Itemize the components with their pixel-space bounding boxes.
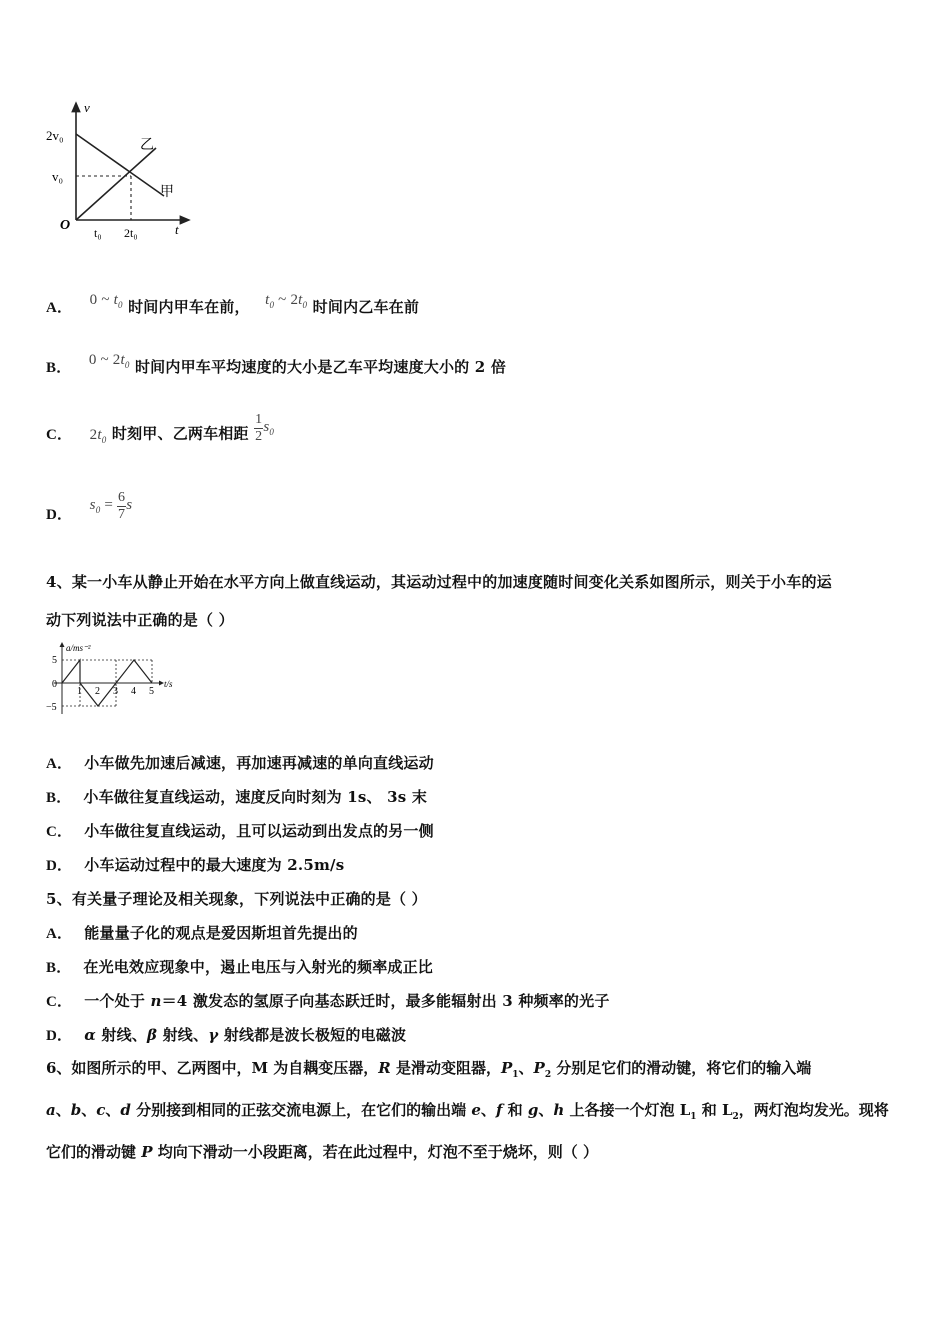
- label-jia: 甲: [160, 185, 174, 200]
- q5-option-b[interactable]: [46, 956, 433, 977]
- a-axis-label: a/ms⁻²: [66, 643, 91, 653]
- option-label: C．: [46, 994, 73, 1010]
- t-axis-label: t/s: [164, 679, 173, 689]
- option-text: 射线都是波长极短的电磁波: [218, 1026, 407, 1044]
- q6-line2: a、b、c、d 分别接到相同的正弦交流电源上，在它们的输出端 e、f 和 g、h 上各接一个灯泡 $L_1$ 和 $L_2$，两灯泡均发光。现将: [46, 1101, 889, 1122]
- q3-option-c[interactable]: [46, 412, 275, 451]
- vt-graph: [40, 98, 200, 248]
- q5-option-a[interactable]: [46, 922, 358, 943]
- x-tick-4: 4: [131, 686, 136, 697]
- axis-t-label: t: [175, 222, 179, 237]
- option-label: D．: [46, 1028, 73, 1044]
- x-tick-1: 1: [77, 686, 82, 697]
- option-text: 小车做往复直线运动，且可以运动到出发点的另一侧: [84, 822, 434, 840]
- option-text: 小车做先加速后减速，再加速再减速的单向直线运动: [84, 754, 434, 772]
- q4-stem-line2: 动下列说法中正确的是（ ）: [46, 611, 234, 629]
- option-label: A．: [46, 926, 73, 942]
- x-tick-2t0: 2t₀: [124, 226, 138, 240]
- math-interval: 0 ~ $2t_0$: [88, 352, 130, 370]
- math-interval-1: 0 ~ $t_0$: [89, 292, 123, 310]
- option-label: B．: [46, 360, 72, 376]
- option-text: ＝4 激发态的氢原子向基态跃迁时，最多能辐射出 3 种频率的光子: [161, 992, 610, 1010]
- option-text: 射线、: [157, 1026, 209, 1044]
- x-tick-3: 3: [113, 686, 118, 697]
- y-tick-neg5: −5: [46, 702, 57, 713]
- y-tick-2v0: 2v₀: [46, 128, 64, 143]
- option-text: 小车运动过程中的最大速度为 2.5m/s: [84, 856, 345, 874]
- q6-line3: 它们的滑动键 P 均向下滑动一小段距离，若在此过程中，灯泡不至于烧坏，则（ ）: [46, 1143, 598, 1161]
- q5-option-c[interactable]: [46, 990, 610, 1011]
- q3-option-a[interactable]: [46, 292, 420, 318]
- q4-option-a[interactable]: [46, 752, 434, 773]
- line-yi: [76, 148, 156, 220]
- option-label: A．: [46, 300, 73, 316]
- option-label: C．: [46, 824, 73, 840]
- q5-stem: 5、有关量子理论及相关现象，下列说法中正确的是（ ）: [46, 890, 427, 908]
- option-text: 在光电效应现象中，遏止电压与入射光的频率成正比: [83, 958, 434, 976]
- option-text: 小车做往复直线运动，速度反向时刻为 1s、 3s 末: [83, 788, 428, 806]
- option-label: C．: [46, 426, 73, 443]
- math-s0: $s_0$: [263, 418, 275, 437]
- y-tick-0: 0: [52, 679, 57, 690]
- option-label: D．: [46, 506, 73, 523]
- option-text: 时刻甲、乙两车相距: [111, 424, 249, 443]
- x-tick-t0: t₀: [94, 226, 102, 240]
- option-text: 一个处于: [84, 992, 151, 1010]
- fraction-one-half: $\frac{1}{2}$: [255, 412, 263, 444]
- option-text: 时间内甲车平均速度的大小是乙车平均速度大小的 2 倍: [134, 358, 507, 376]
- math-time: $2t_0$: [89, 426, 107, 445]
- q4-stem-line1: 4、某一小车从静止开始在水平方向上做直线运动，其运动过程中的加速度随时间变化关系如图所示，则关于小车的运: [46, 573, 832, 591]
- x-tick-5: 5: [149, 686, 154, 697]
- axis-v-label: v: [84, 100, 90, 115]
- q4-option-c[interactable]: [46, 820, 434, 841]
- q6-stem: [46, 1051, 908, 1170]
- q4-option-d[interactable]: [46, 854, 344, 875]
- option-label: D．: [46, 858, 73, 874]
- greek-gamma: γ: [208, 1026, 219, 1044]
- option-label: B．: [46, 960, 72, 976]
- y-tick-v0: v₀: [52, 169, 64, 184]
- greek-alpha: α: [84, 1026, 96, 1044]
- origin-label: O: [60, 218, 71, 233]
- y-tick-5: 5: [52, 655, 57, 666]
- greek-beta: β: [147, 1026, 158, 1044]
- q5-option-d[interactable]: [46, 1024, 406, 1045]
- option-label: A．: [46, 756, 73, 772]
- option-label: B．: [46, 790, 72, 806]
- option-text: 时间内乙车在前: [312, 298, 420, 316]
- q3-option-b[interactable]: [46, 352, 507, 378]
- math-s0: $s_0$ =: [89, 496, 117, 515]
- option-text: 时间内甲车在前，: [128, 298, 250, 316]
- q4-option-b[interactable]: [46, 786, 427, 807]
- q6-line1: 6、如图所示的甲、乙两图中，M 为自耦变压器，R 是滑动变阻器，$P_1$、$P_2$ 分别足它们的滑动键，将它们的输入端: [46, 1059, 812, 1080]
- option-text: 射线、: [95, 1026, 148, 1044]
- math-interval-2: $t_0$ ~ $2t_0$: [265, 292, 308, 310]
- var-n: n: [150, 992, 162, 1010]
- at-graph: [46, 638, 186, 718]
- x-tick-2: 2: [95, 686, 100, 697]
- math-s: s: [126, 496, 133, 513]
- fraction-six-sevenths: $\frac{6}{7}$: [117, 490, 126, 522]
- q3-option-d[interactable]: [46, 490, 133, 531]
- option-text: 能量量子化的观点是爱因斯坦首先提出的: [84, 924, 358, 942]
- label-yi: 乙: [140, 138, 154, 153]
